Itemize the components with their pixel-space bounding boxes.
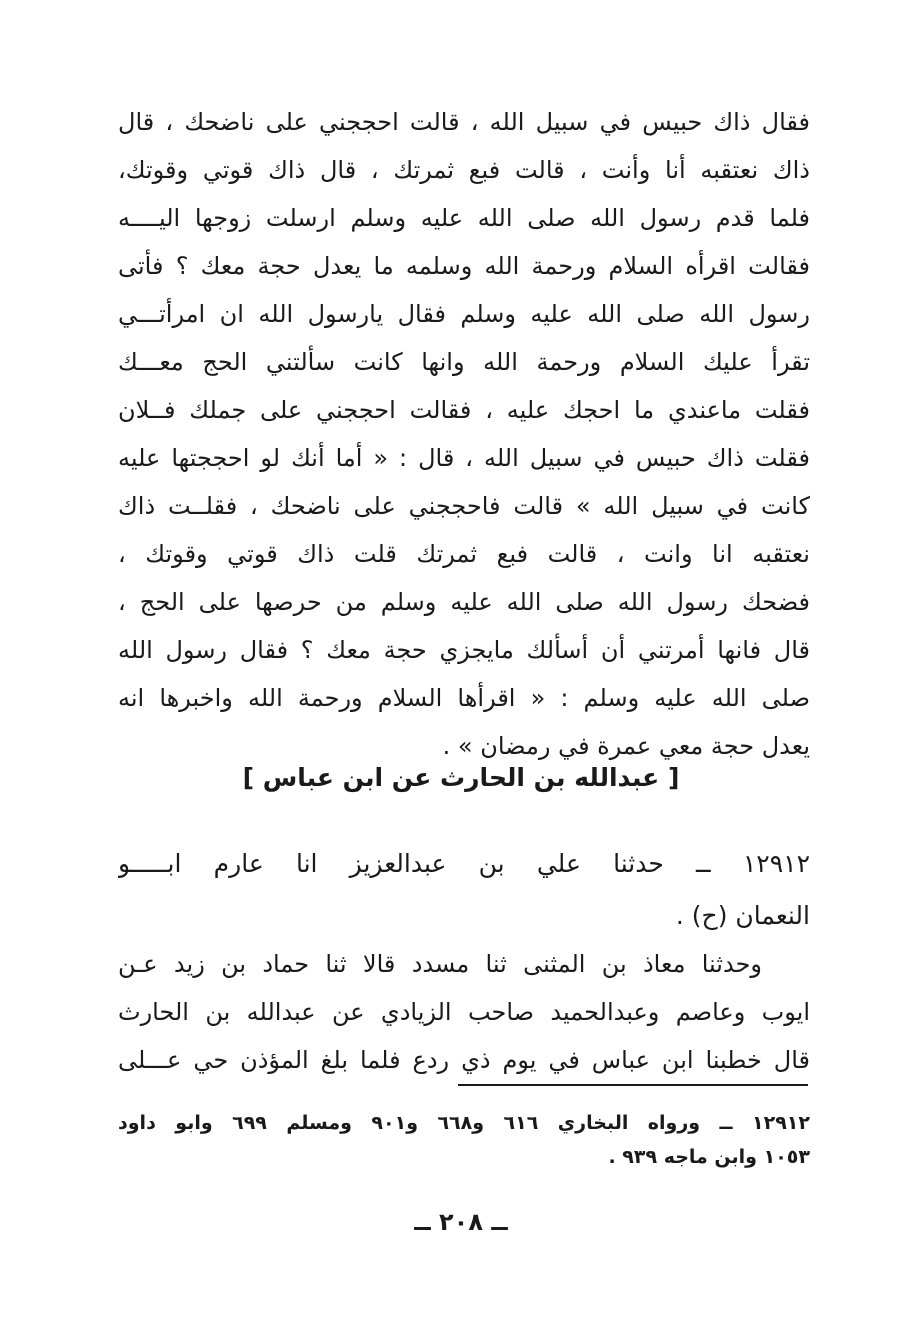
- footnotes-block: [118, 1106, 810, 1174]
- text-line: فقال ذاك حبيس في سبيل الله ، قالت احججني على ناضحك ، قال: [118, 108, 810, 136]
- page-number: ــ ٢٠٨ ــ: [414, 1208, 508, 1236]
- hadith-body-line: قال خطبنا ابن عباس في يوم ذي ردع فلما بلغ المؤذن حي عـــلى: [118, 1046, 810, 1074]
- footnote-line: ١٢٩١٢ ــ ورواه البخاري ٦١٦ و٦٦٨ و٩٠١ ومسلم ٦٩٩ وابو داود: [118, 1112, 810, 1134]
- main-text-block: [118, 98, 810, 770]
- text-line: رسول الله صلى الله عليه وسلم فقال يارسول الله ان امرأتـــي: [118, 300, 810, 328]
- hadith-body-block: [118, 940, 810, 1084]
- text-line: كانت في سبيل الله » قالت فاحججني على ناضحك ، فقلــت ذاك: [118, 492, 810, 520]
- text-line: صلى الله عليه وسلم : « اقرأها السلام ورحمة الله واخبرها انه: [118, 684, 810, 712]
- text-line: يعدل حجة معي عمرة في رمضان » .: [442, 732, 810, 760]
- footnote-divider: [458, 1084, 808, 1086]
- text-line: ذاك نعتقبه أنا وأنت ، قالت فبع ثمرتك ، قال ذاك قوتي وقوتك،: [118, 156, 810, 184]
- text-line: قال فانها أمرتني أن أسألك مايجزي حجة معك ؟ فقال رسول الله: [118, 636, 810, 664]
- hadith-header-block: [118, 838, 810, 942]
- text-line: نعتقبه انا وانت ، قالت فبع ثمرتك قلت ذاك قوتي وقوتك ،: [118, 540, 810, 568]
- hadith-body-line: ايوب وعاصم وعبدالحميد صاحب الزيادي عن عبدالله بن الحارث: [118, 998, 810, 1026]
- text-line: تقرأ عليك السلام ورحمة الله وانها كانت سألتني الحج معـــك: [118, 348, 810, 376]
- hadith-header-line: ١٢٩١٢ ــ حدثنا علي بن عبدالعزيز انا عارم ابـــــو: [118, 849, 810, 878]
- text-line: فلما قدم رسول الله صلى الله عليه وسلم ارسلت زوجها اليــــه: [118, 204, 810, 232]
- text-line: فقلت ذاك حبيس في سبيل الله ، قال : « أما أنك لو احججتها عليه: [118, 444, 810, 472]
- text-line: فضحك رسول الله صلى الله عليه وسلم من حرصها على الحج ،: [118, 588, 810, 616]
- footnote-line: ١٠٥٣ وابن ماجه ٩٣٩ .: [608, 1146, 810, 1168]
- hadith-body-line: وحدثنا معاذ بن المثنى ثنا مسدد قالا ثنا حماد بن زيد عـن: [118, 950, 762, 978]
- text-line: فقالت اقرأه السلام ورحمة الله وسلمه ما يعدل حجة معك ؟ فأتى: [118, 252, 810, 280]
- text-line: فقلت ماعندي ما احجك عليه ، فقالت احججني على جملك فــلان: [118, 396, 810, 424]
- hadith-header-line: النعمان (ح) .: [675, 901, 810, 930]
- section-heading: [ عبدالله بن الحارث عن ابن عباس ]: [242, 763, 680, 792]
